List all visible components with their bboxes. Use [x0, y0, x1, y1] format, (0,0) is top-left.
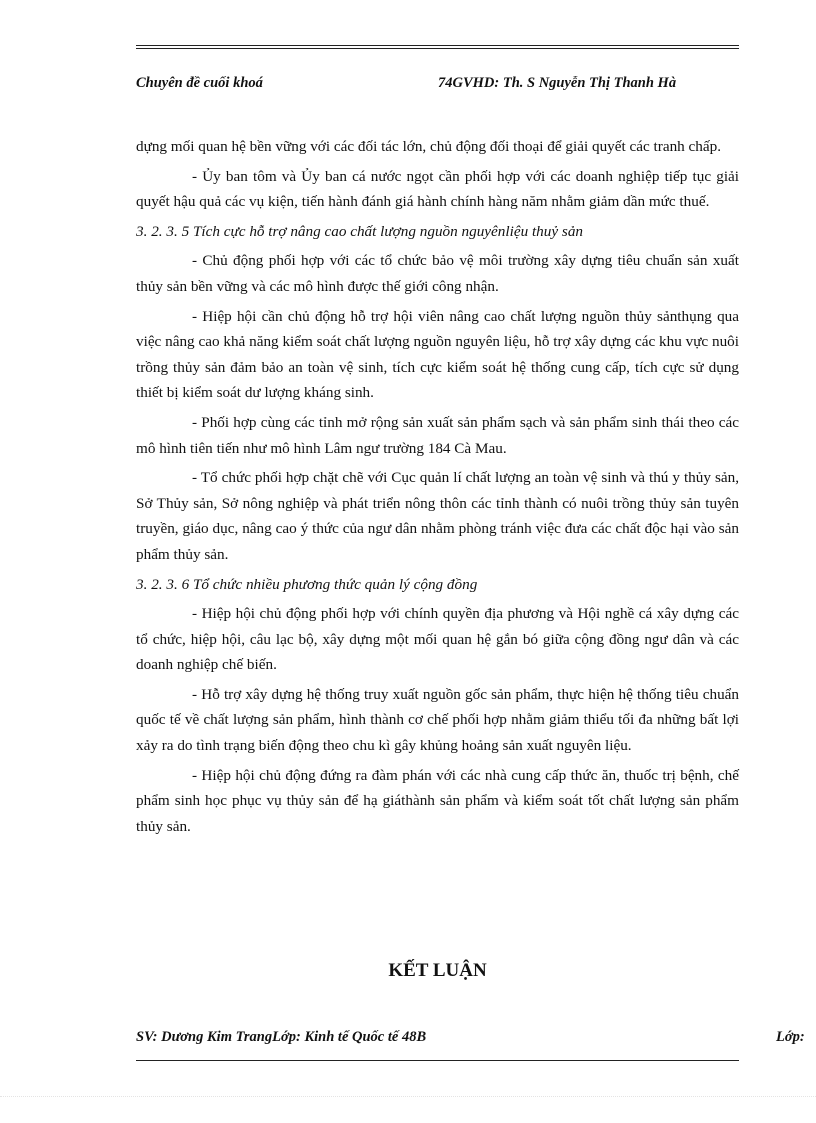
header-title: Chuyên đề cuối khoá: [136, 75, 263, 91]
header-supervisor: 74GVHD: Th. S Nguyễn Thị Thanh Hà: [438, 75, 677, 91]
paragraph-6: - Tổ chức phối hợp chặt chẽ với Cục quản lí chất lượng an toàn vệ sinh và thú y thủy sản, Sở Thủy sản, Sở nông nghiệp và phát triển nông thôn các tỉnh thành có nuôi trồng thủy sản tuyên truyền, giáo dục, nâng cao ý thức của ngư dân nhằm phòng tránh việc đưa các chất độc hại vào sản phẩm thủy sản.: [136, 469, 739, 563]
section-heading-3-2-3-5: 3. 2. 3. 5 Tích cực hỗ trợ nâng cao chất lượng nguồn nguyênliệu thuỷ sản: [136, 222, 584, 240]
footer-rule: [136, 1060, 739, 1061]
paragraph-2: - Ủy ban tôm và Ủy ban cá nước ngọt cần phối hợp với các doanh nghiệp tiếp tục giải quyết hậu quả các vụ kiện, tiến hành đánh giá hành chính hàng năm nhằm giảm dần mức thuế.: [136, 167, 739, 211]
paragraph-5: - Phối hợp cùng các tỉnh mở rộng sản xuất sản phẩm sạch và sản phẩm sinh thái theo các mô hình tiên tiến như mô hình Lâm ngư trường 184 Cà Mau.: [136, 413, 739, 457]
page-footer: [136, 1029, 816, 1051]
header-rule: [136, 45, 739, 49]
page-header: [136, 75, 739, 97]
paragraph-7: - Hiệp hội chủ động phối hợp với chính quyền địa phương và Hội nghề cá xây dựng các tổ chức, hiệp hội, câu lạc bộ, xây dựng một mối quan hệ gắn bó giữa cộng đồng ngư dân và các doanh nghiệp chế biến.: [136, 605, 739, 674]
footer-class-label: Lớp:: [776, 1029, 805, 1045]
paragraph-3: - Chủ động phối hợp với các tổ chức bảo vệ môi trường xây dựng tiêu chuẩn sản xuất thủy sản bền vững và các mô hình được thế giới công nhận.: [136, 252, 739, 295]
paragraph-9: - Hiệp hội chủ động đứng ra đàm phán với các nhà cung cấp thức ăn, thuốc trị bệnh, chế phẩm sinh học phục vụ thủy sản để hạ giáthành sản phẩm và kiểm soát tốt chất lượng sản phẩm thủy sản.: [136, 766, 739, 835]
conclusion-heading: KẾT LUẬN: [388, 960, 487, 981]
footer-student: SV: Dương Kim TrangLớp: Kinh tế Quốc tế 48B: [136, 1029, 427, 1045]
paragraph-1: dựng mối quan hệ bền vững với các đối tác lớn, chủ động đối thoại để giải quyết các tranh chấp.: [136, 138, 722, 155]
document-body: [136, 134, 739, 843]
paragraph-4: - Hiệp hội cần chủ động hỗ trợ hội viên nâng cao chất lượng nguồn thủy sảnthụng qua việc nâng cao khả năng kiểm soát chất lượng nguồn nguyên liệu, hỗ trợ xây dựng các khu vực nuôi trồng thủy sản đảm bảo an toàn vệ sinh, tích cực kiểm soát hệ thống cung cấp, tích cực sử dụng thiết bị kiểm soát dư lượng kháng sinh.: [136, 307, 739, 402]
section-heading-3-2-3-6: 3. 2. 3. 6 Tổ chức nhiều phương thức quản lý cộng đồng: [136, 575, 478, 593]
paragraph-8: - Hỗ trợ xây dựng hệ thống truy xuất nguồn gốc sản phẩm, thực hiện hệ thống tiêu chuẩn quốc tế về chất lượng sản phẩm, hình thành cơ chế phối hợp nhằm giảm thiểu tối đa những bất lợi xảy ra do tình trạng biến động theo chu kì gây khủng hoảng sản xuất nguyên liệu.: [136, 685, 739, 755]
page-edge-divider: [0, 1096, 816, 1097]
